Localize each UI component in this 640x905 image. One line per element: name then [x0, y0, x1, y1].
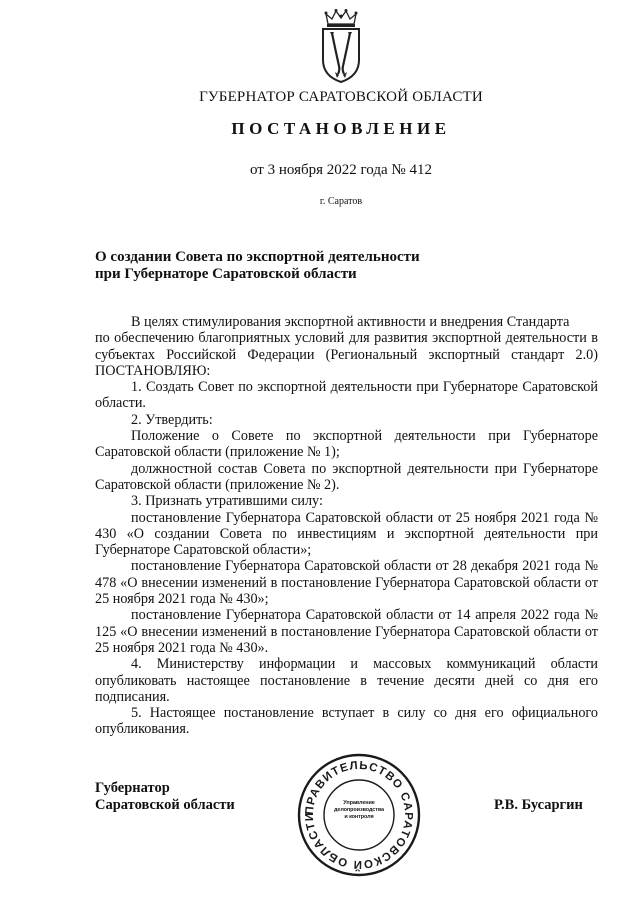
coat-of-arms-icon — [318, 8, 364, 84]
clause-3-item-b: постановление Губернатора Саратовской области от 28 декабря 2021 года № 478 «О внесении изменений в постановление Губернатора Саратовской области от 25 ноября 2021 года № 430»; — [95, 558, 598, 608]
clause-4: 4. Министерству информации и массовых коммуникаций области опубликовать настоящее постановление в течение десяти дней со дня его подписания. — [95, 656, 598, 705]
clause-2: 2. Утвердить: — [131, 411, 213, 428]
clause-2-item-a: Положение о Совете по экспортной деятельности при Губернаторе Саратовской области (приложение № 1); — [95, 428, 598, 461]
signatory-position-line: Губернатор — [95, 780, 170, 796]
clause-3-item-a: постановление Губернатора Саратовской области от 25 ноября 2021 года № 430 «О создании Совета по инвестициям и экспортной деятельности при Губернаторе Саратовской области»; — [95, 509, 598, 559]
preamble-continued: по обеспечению благоприятных условий для развития экспортной деятельности в субъектах Российской Федерации (Региональный экспортный стандарт 2.0) ПОСТАНОВЛЯЮ: — [95, 330, 598, 379]
preamble: В целях стимулирования экспортной активности и внедрения Стандарта — [131, 314, 570, 330]
clause-5: 5. Настоящее постановление вступает в силу со дня его официального опубликования. — [95, 705, 598, 738]
signatory-position — [95, 780, 235, 814]
seal-center-line: и контроля — [344, 814, 374, 820]
seal-center-line: делопроизводства — [333, 807, 385, 813]
seal-ring-text: ПРАВИТЕЛЬСТВО САРАТОВСКОЙ ОБЛАСТИ — [303, 759, 415, 871]
seal-center-text — [330, 800, 388, 821]
clause-1: 1. Создать Совет по экспортной деятельности при Губернаторе Саратовской области. — [95, 379, 598, 412]
clause-3-item-c: постановление Губернатора Саратовской области от 14 апреля 2022 года № 125 «О внесении изменений в постановление Губернатора Саратовской области от 25 ноября 2021 года № 430». — [95, 607, 598, 656]
document-title-line: при Губернаторе Саратовской области — [95, 266, 357, 282]
document-title-line: О создании Совета по экспортной деятельности — [95, 249, 420, 265]
signatory-name: Р.В. Бусаргин — [494, 797, 583, 813]
document-title — [95, 249, 495, 283]
issuing-authority: ГУБЕРНАТОР САРАТОВСКОЙ ОБЛАСТИ — [199, 89, 483, 105]
signatory-position-line: Саратовской области — [95, 797, 235, 813]
document-type: ПОСТАНОВЛЕНИЕ — [231, 119, 451, 138]
clause-3: 3. Признать утратившими силу: — [131, 493, 323, 510]
document-city: г. Саратов — [319, 196, 363, 207]
seal-center-line: Управление — [343, 800, 375, 806]
clause-2-item-b: должностной состав Совета по экспортной деятельности при Губернаторе Саратовской области (приложение № 2). — [95, 460, 598, 493]
document-body — [95, 314, 598, 738]
document-date-number: от 3 ноября 2022 года № 412 — [250, 162, 432, 178]
